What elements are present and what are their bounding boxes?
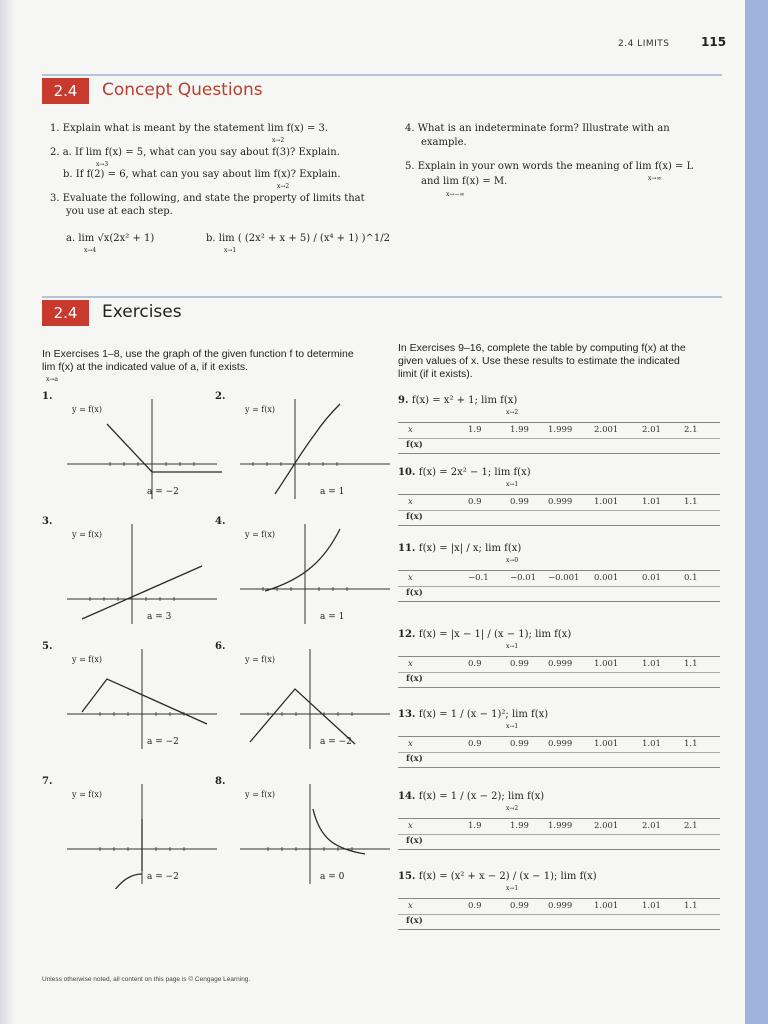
function-label: y = f(x)	[245, 655, 276, 664]
graph-caption: a = 1	[320, 612, 345, 622]
function-label: y = f(x)	[72, 790, 103, 799]
section-badge: 2.4	[42, 78, 89, 104]
function-graph	[225, 394, 395, 504]
right-instructions: In Exercises 9–16, complete the table by computing f(x) at the	[398, 342, 686, 354]
function-label: y = f(x)	[245, 530, 276, 539]
exercise-number: 14.	[398, 791, 419, 802]
function-curve	[265, 529, 340, 591]
exercise-number: 3.	[42, 516, 53, 527]
x-value-cell: 1.1	[684, 497, 698, 507]
fx-header-cell: f(x)	[406, 512, 423, 522]
section-badge: 2.4	[42, 300, 89, 326]
limit-subscript: x→a	[46, 376, 58, 383]
fx-values-row	[398, 672, 720, 688]
x-value-cell: 1.1	[684, 901, 698, 911]
fx-values-row	[398, 586, 720, 602]
limit-subscript: x→∞	[648, 175, 662, 182]
concept-q5-line2: and lim f(x) = M.	[421, 176, 508, 187]
fx-header-cell: f(x)	[406, 916, 423, 926]
x-header-cell: x	[408, 901, 413, 911]
function-label: y = f(x)	[245, 790, 276, 799]
limit-subscript: x→4	[84, 247, 97, 254]
concept-q1: 1. Explain what is meant by the statement lim f(x) = 3.	[50, 123, 329, 134]
concept-q2b: b. If f(2) = 6, what can you say about lim f(x)? Explain.	[63, 169, 341, 180]
x-value-cell: 0.001	[594, 573, 619, 583]
fx-header-cell: f(x)	[406, 440, 423, 450]
exercise-number: 8.	[215, 776, 226, 787]
function-curve	[112, 819, 142, 889]
x-value-cell: 1.01	[642, 659, 661, 669]
function-graph	[52, 394, 222, 504]
table-exercise-heading: 9. f(x) = x² + 1; lim f(x)	[398, 395, 518, 406]
table-exercise-heading: 14. f(x) = 1 / (x − 2); lim f(x)	[398, 791, 545, 802]
function-label: y = f(x)	[245, 405, 276, 414]
concept-q3-line2: you use at each step.	[66, 206, 173, 217]
graph-caption: a = 3	[147, 612, 172, 622]
function-label: y = f(x)	[72, 405, 103, 414]
exercise-number: 1.	[42, 391, 53, 402]
exercise-number: 10.	[398, 467, 419, 478]
exercise-number: 7.	[42, 776, 53, 787]
x-values-row	[398, 736, 720, 753]
function-curve	[82, 679, 207, 724]
page-binding-shadow	[0, 0, 14, 1024]
concept-q3: 3. Evaluate the following, and state the property of limits that	[50, 193, 365, 204]
graph-caption: a = 0	[320, 872, 345, 882]
limit-subscript: x→3	[96, 161, 109, 168]
fx-values-row	[398, 438, 720, 454]
concept-q4-line2: example.	[421, 137, 467, 148]
section-title: Exercises	[102, 302, 182, 322]
exercise-number: 6.	[215, 641, 226, 652]
limit-subscript: x→1	[506, 481, 519, 488]
function-curve	[313, 809, 365, 854]
x-value-cell: 1.001	[594, 901, 619, 911]
graph-caption: a = −2	[147, 487, 179, 497]
limit-subscript: x→1	[506, 643, 519, 650]
x-value-cell: 1.01	[642, 739, 661, 749]
x-value-cell: 0.99	[510, 739, 529, 749]
x-value-cell: 1.9	[468, 821, 482, 831]
concept-q2a: 2. a. If lim f(x) = 5, what can you say about f(3)? Explain.	[50, 147, 340, 158]
function-graph	[52, 644, 222, 754]
right-instructions-line3: limit (if it exists).	[398, 368, 473, 380]
fx-header-cell: f(x)	[406, 836, 423, 846]
x-value-cell: 1.1	[684, 659, 698, 669]
x-value-cell: 0.999	[548, 659, 573, 669]
limit-subscript: x→2	[272, 137, 285, 144]
x-value-cell: 0.9	[468, 901, 482, 911]
x-header-cell: x	[408, 821, 413, 831]
x-value-cell: 0.999	[548, 497, 573, 507]
function-curve	[275, 404, 340, 494]
x-value-cell: 2.1	[684, 425, 698, 435]
x-header-cell: x	[408, 659, 413, 669]
function-graph	[52, 519, 222, 629]
x-value-cell: 1.01	[642, 497, 661, 507]
function-graph	[225, 779, 395, 889]
x-value-cell: 1.01	[642, 901, 661, 911]
exercise-number: 9.	[398, 395, 412, 406]
x-value-cell: 1.99	[510, 425, 529, 435]
table-exercise-heading: 13. f(x) = 1 / (x − 1)²; lim f(x)	[398, 709, 549, 720]
function-curve	[82, 566, 202, 619]
fx-values-row	[398, 914, 720, 930]
x-values-row	[398, 422, 720, 439]
x-values-row	[398, 570, 720, 587]
copyright-footer: Unless otherwise noted, all content on this page is © Cengage Learning.	[42, 976, 251, 983]
x-value-cell: 2.001	[594, 425, 619, 435]
graph-caption: a = −2	[320, 737, 352, 747]
background-edge	[745, 0, 768, 1024]
limit-subscript: x→1	[506, 885, 519, 892]
x-value-cell: 0.999	[548, 901, 573, 911]
x-value-cell: −0.01	[510, 573, 537, 583]
x-values-row	[398, 656, 720, 673]
x-value-cell: 1.9	[468, 425, 482, 435]
left-instructions-line2: lim f(x) at the indicated value of a, if it exists.	[42, 361, 249, 373]
x-value-cell: 2.01	[642, 821, 661, 831]
section-rule	[42, 74, 722, 76]
fx-header-cell: f(x)	[406, 674, 423, 684]
x-header-cell: x	[408, 739, 413, 749]
concept-q4: 4. What is an indeterminate form? Illustrate with an	[405, 123, 670, 134]
fx-header-cell: f(x)	[406, 588, 423, 598]
graph-caption: a = −2	[147, 872, 179, 882]
fx-values-row	[398, 510, 720, 526]
fx-values-row	[398, 752, 720, 768]
x-value-cell: 2.1	[684, 821, 698, 831]
section-rule	[42, 296, 722, 298]
concept-q3b: b. lim ( (2x² + x + 5) / (x⁴ + 1) )^1/2	[206, 233, 391, 244]
x-values-row	[398, 818, 720, 835]
exercise-number: 2.	[215, 391, 226, 402]
x-header-cell: x	[408, 497, 413, 507]
function-label: y = f(x)	[72, 530, 103, 539]
limit-subscript: x→1	[506, 723, 519, 730]
table-exercise-heading: 12. f(x) = |x − 1| / (x − 1); lim f(x)	[398, 629, 572, 640]
limit-subscript: x→2	[506, 805, 519, 812]
x-values-row	[398, 898, 720, 915]
fx-header-cell: f(x)	[406, 754, 423, 764]
limit-subscript: x→1	[224, 247, 237, 254]
limit-subscript: x→0	[506, 557, 519, 564]
x-value-cell: 1.001	[594, 659, 619, 669]
x-value-cell: 0.9	[468, 739, 482, 749]
function-graph	[225, 519, 395, 629]
table-exercise-heading: 15. f(x) = (x² + x − 2) / (x − 1); lim f(x)	[398, 871, 597, 882]
x-value-cell: 0.99	[510, 901, 529, 911]
x-header-cell: x	[408, 425, 413, 435]
x-value-cell: 0.99	[510, 659, 529, 669]
concept-q3a: a. lim √x(2x² + 1)	[66, 233, 155, 244]
x-header-cell: x	[408, 573, 413, 583]
x-value-cell: 2.001	[594, 821, 619, 831]
function-graph	[52, 779, 222, 889]
exercise-number: 15.	[398, 871, 419, 882]
limit-subscript: x→2	[506, 409, 519, 416]
x-value-cell: 1.001	[594, 497, 619, 507]
section-title: Concept Questions	[102, 80, 263, 100]
table-exercise-heading: 11. f(x) = |x| / x; lim f(x)	[398, 543, 522, 554]
limit-subscript: x→2	[277, 183, 290, 190]
x-value-cell: 1.999	[548, 821, 573, 831]
x-value-cell: 1.001	[594, 739, 619, 749]
exercise-number: 12.	[398, 629, 419, 640]
x-value-cell: 0.999	[548, 739, 573, 749]
exercise-number: 5.	[42, 641, 53, 652]
exercise-number: 11.	[398, 543, 419, 554]
right-instructions-line2: given values of x. Use these results to estimate the indicated	[398, 355, 680, 367]
x-value-cell: −0.001	[548, 573, 580, 583]
x-values-row	[398, 494, 720, 511]
x-value-cell: 0.9	[468, 659, 482, 669]
limit-subscript: x→−∞	[446, 191, 465, 198]
x-value-cell: 2.01	[642, 425, 661, 435]
left-instructions: In Exercises 1–8, use the graph of the given function f to determine	[42, 348, 354, 360]
graph-caption: a = −2	[147, 737, 179, 747]
x-value-cell: −0.1	[468, 573, 489, 583]
page-number: 115	[701, 35, 727, 49]
graph-caption: a = 1	[320, 487, 345, 497]
concept-q5: 5. Explain in your own words the meaning of lim f(x) = L	[405, 161, 694, 172]
x-value-cell: 1.999	[548, 425, 573, 435]
exercise-number: 13.	[398, 709, 419, 720]
exercise-number: 4.	[215, 516, 226, 527]
function-label: y = f(x)	[72, 655, 103, 664]
fx-values-row	[398, 834, 720, 850]
running-head: 2.4 LIMITS	[618, 39, 670, 49]
x-value-cell: 1.99	[510, 821, 529, 831]
x-value-cell: 0.1	[684, 573, 698, 583]
x-value-cell: 0.01	[642, 573, 661, 583]
x-value-cell: 0.9	[468, 497, 482, 507]
function-graph	[225, 644, 395, 754]
x-value-cell: 1.1	[684, 739, 698, 749]
x-value-cell: 0.99	[510, 497, 529, 507]
table-exercise-heading: 10. f(x) = 2x² − 1; lim f(x)	[398, 467, 531, 478]
